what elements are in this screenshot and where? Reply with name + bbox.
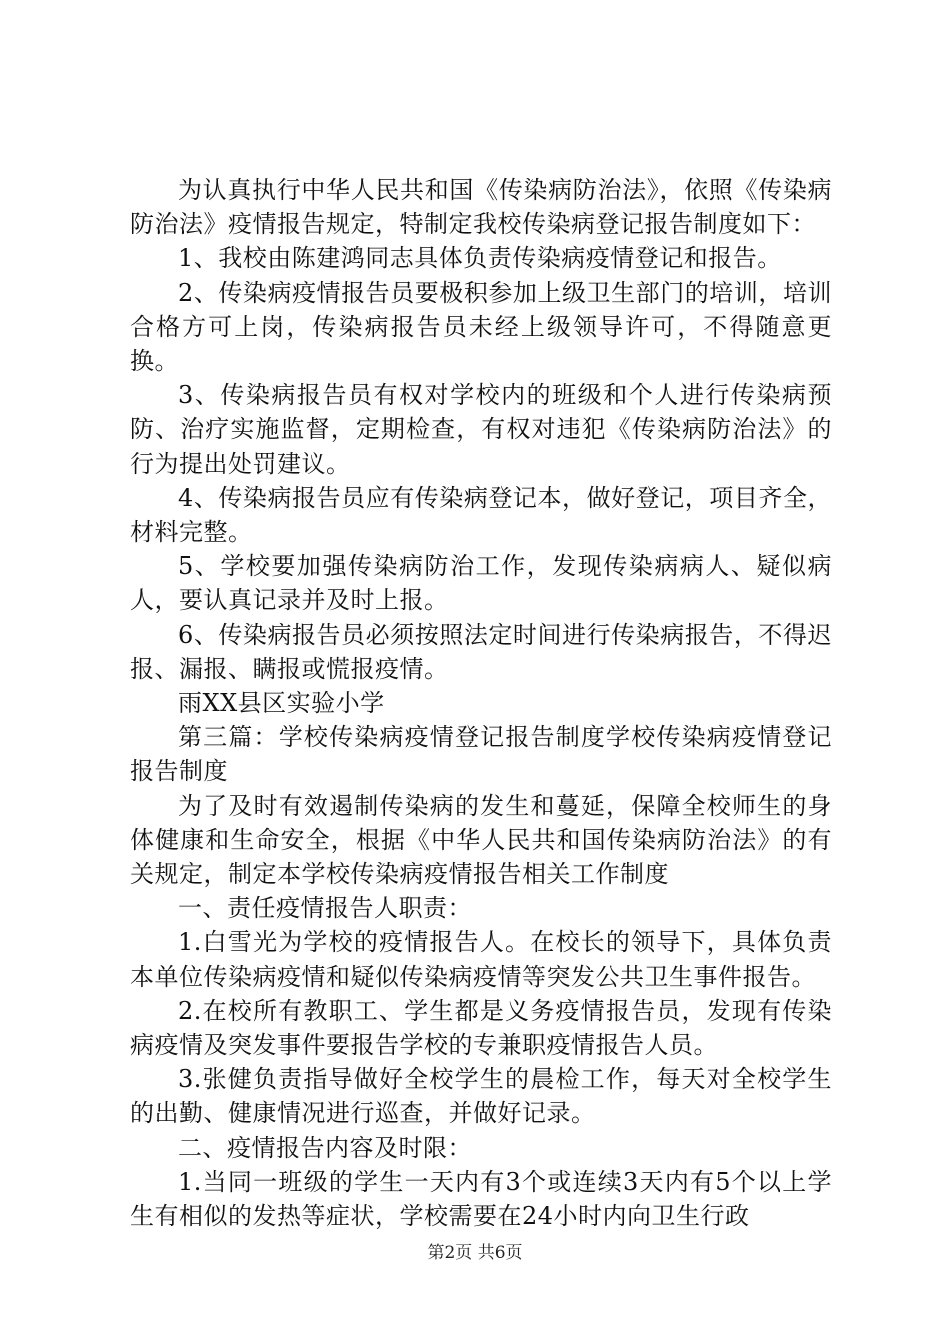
paragraph-responsibility-1: 1.白雪光为学校的疫情报告人。在校长的领导下，具体负责本单位传染病疫情和疑似传染病疫情等突发公共卫生事件报告。 <box>130 928 832 991</box>
paragraph-responsibility-3: 3.张健负责指导做好全校学生的晨检工作，每天对全校学生的出勤、健康情况进行巡查，并做好记录。 <box>130 1065 832 1128</box>
paragraph-purpose: 为了及时有效遏制传染病的发生和蔓延，保障全校师生的身体健康和生命安全，根据《中华人民共和国传染病防治法》的有关规定，制定本学校传染病疫情报告相关工作制度 <box>130 791 832 889</box>
paragraph-item-1: 1、我校由陈建鸿同志具体负责传染病疫情登记和报告。 <box>178 244 782 273</box>
paragraph-report-1: 1.当同一班级的学生一天内有3个或连续3天内有5个以上学生有相似的发热等症状，学校需要在24小时内向卫生行政 <box>130 1167 832 1231</box>
paragraph-item-3: 3、传染病报告员有权对学校内的班级和个人进行传染病预防、治疗实施监督，定期检查，有权对违犯《传染病防治法》的行为提出处罚建议。 <box>130 381 832 478</box>
paragraph-responsibility-2: 2.在校所有教职工、学生都是义务疫情报告员，发现有传染病疫情及突发事件要报告学校的专兼职疫情报告人员。 <box>130 996 832 1060</box>
section-heading-part-three: 第三篇：学校传染病疫情登记报告制度学校传染病疫情登记报告制度 <box>130 723 832 786</box>
paragraph-signature: 雨XX县区实验小学 <box>178 689 385 718</box>
paragraph-item-2: 2、传染病疫情报告员要极积参加上级卫生部门的培训，培训合格方可上岗，传染病报告员未经上级领导许可，不得随意更换。 <box>130 278 832 376</box>
paragraph-item-4: 4、传染病报告员应有传染病登记本，做好登记，项目齐全，材料完整。 <box>130 483 832 547</box>
heading-report-content: 二、疫情报告内容及时限： <box>178 1133 472 1162</box>
heading-responsibilities: 一、责任疫情报告人职责： <box>178 894 472 923</box>
page-number-footer: 第2页 共6页 <box>427 1243 523 1263</box>
document-body <box>130 173 832 1233</box>
paragraph-item-5: 5、学校要加强传染病防治工作，发现传染病病人、疑似病人，要认真记录并及时上报。 <box>130 552 832 615</box>
paragraph-intro: 为认真执行中华人民共和国《传染病防治法》，依照《传染病防治法》疫情报告规定，特制定我校传染病登记报告制度如下： <box>130 176 832 239</box>
paragraph-item-6: 6、传染病报告员必须按照法定时间进行传染病报告，不得迟报、漏报、瞒报或慌报疫情。 <box>130 620 832 683</box>
